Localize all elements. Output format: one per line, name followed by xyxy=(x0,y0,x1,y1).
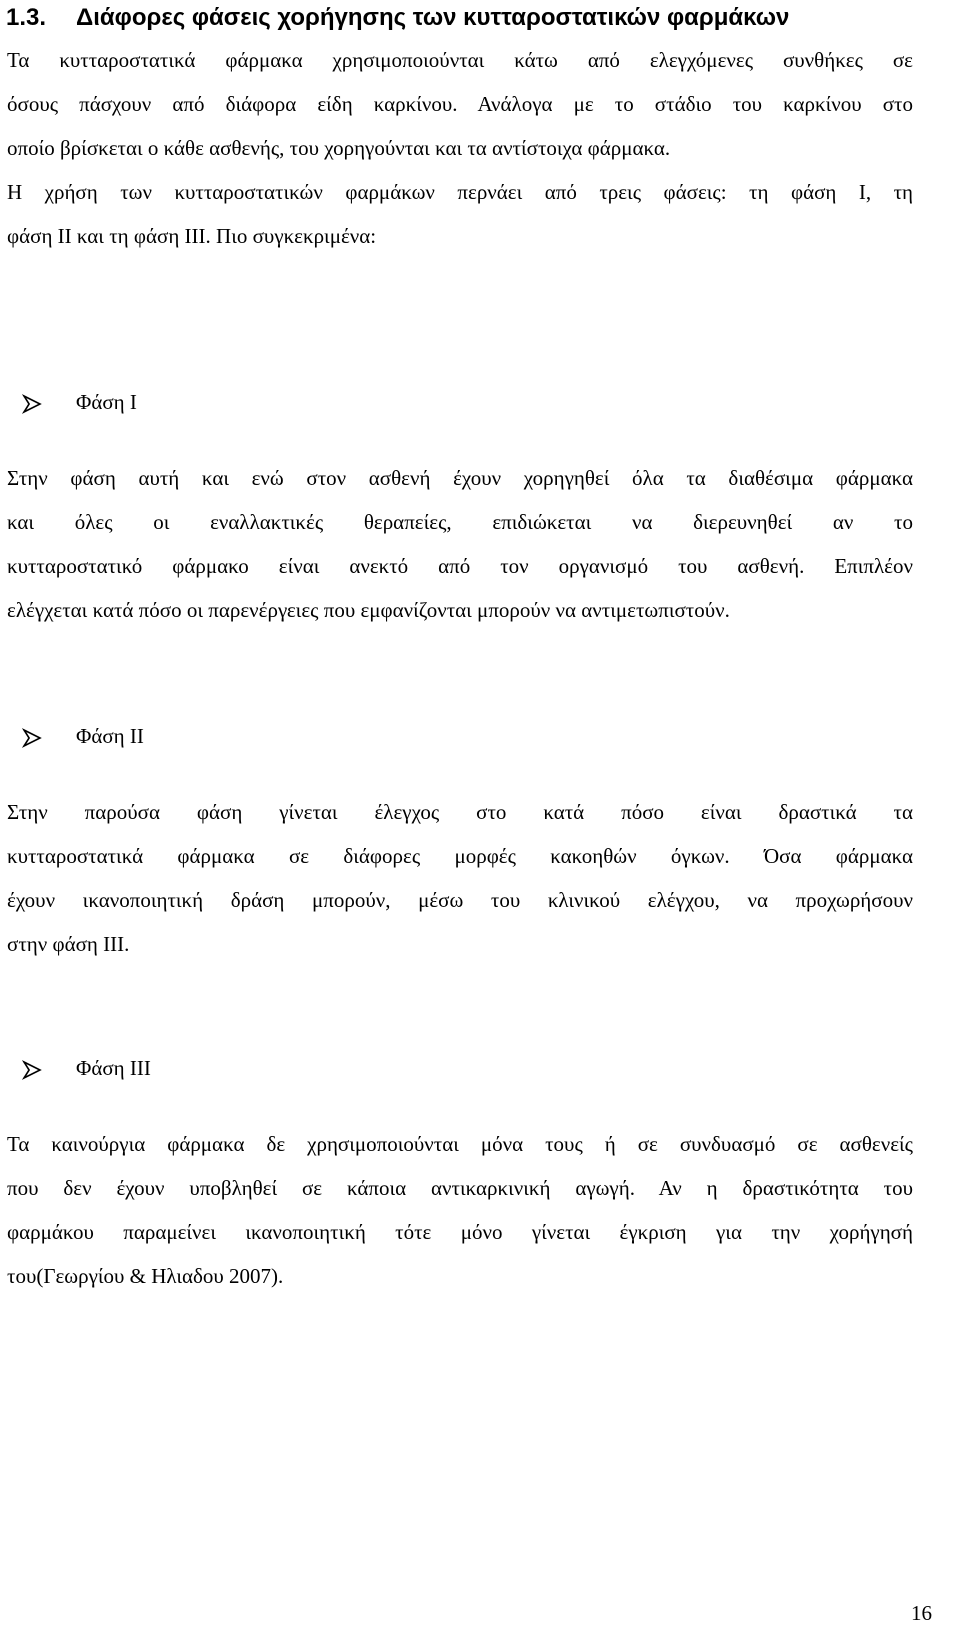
paragraph-line: Η χρήση των κυτταροστατικών φαρμάκων περνάει από τρεις φάσεις: τη φάση Ι, τη xyxy=(7,180,913,204)
paragraph-line: Στην φάση αυτή και ενώ στον ασθενή έχουν χορηγηθεί όλα τα διαθέσιμα φάρμακα xyxy=(7,466,913,490)
paragraph-line: φάση ΙΙ και τη φάση ΙΙΙ. Πιο συγκεκριμένα: xyxy=(7,224,377,248)
phase-1-paragraph xyxy=(7,456,913,632)
page-number: 16 xyxy=(911,1601,932,1625)
paragraph-line: Στην παρούσα φάση γίνεται έλεγχος στο κατά πόσο είναι δραστικά τα xyxy=(7,800,913,824)
phase-2-heading xyxy=(22,720,144,752)
paragraph-line: όσους πάσχουν από διάφορα είδη καρκίνου. Ανάλογα με το στάδιο του καρκίνου στο xyxy=(7,92,913,116)
paragraph-line: και όλες οι εναλλακτικές θεραπείες, επιδιώκεται να διερευνηθεί αν το xyxy=(7,510,913,534)
paragraph-line: κυτταροστατικό φάρμακο είναι ανεκτό από τον οργανισμό του ασθενή. Επιπλέον xyxy=(7,554,913,578)
paragraph-line: Τα κυτταροστατικά φάρμακα χρησιμοποιούνται κάτω από ελεγχόμενες συνθήκες σε xyxy=(7,48,913,72)
section-heading xyxy=(6,2,789,34)
paragraph-line: που δεν έχουν υποβληθεί σε κάποια αντικαρκινική αγωγή. Αν η δραστικότητα του xyxy=(7,1176,913,1200)
paragraph-line: Τα καινούργια φάρμακα δε χρησιμοποιούνται μόνα τους ή σε συνδυασμό σε ασθενείς xyxy=(7,1132,913,1156)
phase-1-heading xyxy=(22,386,137,418)
phase-2-paragraph xyxy=(7,790,913,966)
phase-3-heading xyxy=(22,1052,151,1084)
phase-3-paragraph xyxy=(7,1122,913,1298)
paragraph-line: στην φάση ΙΙΙ. xyxy=(7,932,130,956)
paragraph-line: κυτταροστατικά φάρμακα σε διάφορες μορφές κακοηθών όγκων. Όσα φάρμακα xyxy=(7,844,913,868)
phase-1-label: Φάση Ι xyxy=(76,390,137,414)
section-title: Διάφορες φάσεις χορήγησης των κυτταροστατικών φαρμάκων xyxy=(76,4,790,31)
paragraph-line: έχουν ικανοποιητική δράση μπορούν, μέσω του κλινικού ελέγχου, να προχωρήσουν xyxy=(7,888,913,912)
section-number: 1.3. xyxy=(6,4,47,31)
phase-3-label: Φάση ΙΙΙ xyxy=(76,1056,151,1080)
arrowhead-bullet-icon xyxy=(22,728,76,748)
paragraph-line: οποίο βρίσκεται ο κάθε ασθενής, του χορηγούνται και τα αντίστοιχα φάρμακα. xyxy=(7,136,671,160)
paragraph-line: φαρμάκου παραμείνει ικανοποιητική τότε μόνο γίνεται έγκριση για την χορήγησή xyxy=(7,1220,913,1244)
arrowhead-bullet-icon xyxy=(22,1060,76,1080)
paragraph-line: του(Γεωργίου & Ηλιαδου 2007). xyxy=(7,1264,284,1288)
intro-paragraph xyxy=(7,38,913,258)
paragraph-line: ελέγχεται κατά πόσο οι παρενέργειες που εμφανίζονται μπορούν να αντιμετωπιστούν. xyxy=(7,598,730,622)
phase-2-label: Φάση ΙΙ xyxy=(76,724,144,748)
arrowhead-bullet-icon xyxy=(22,394,76,414)
